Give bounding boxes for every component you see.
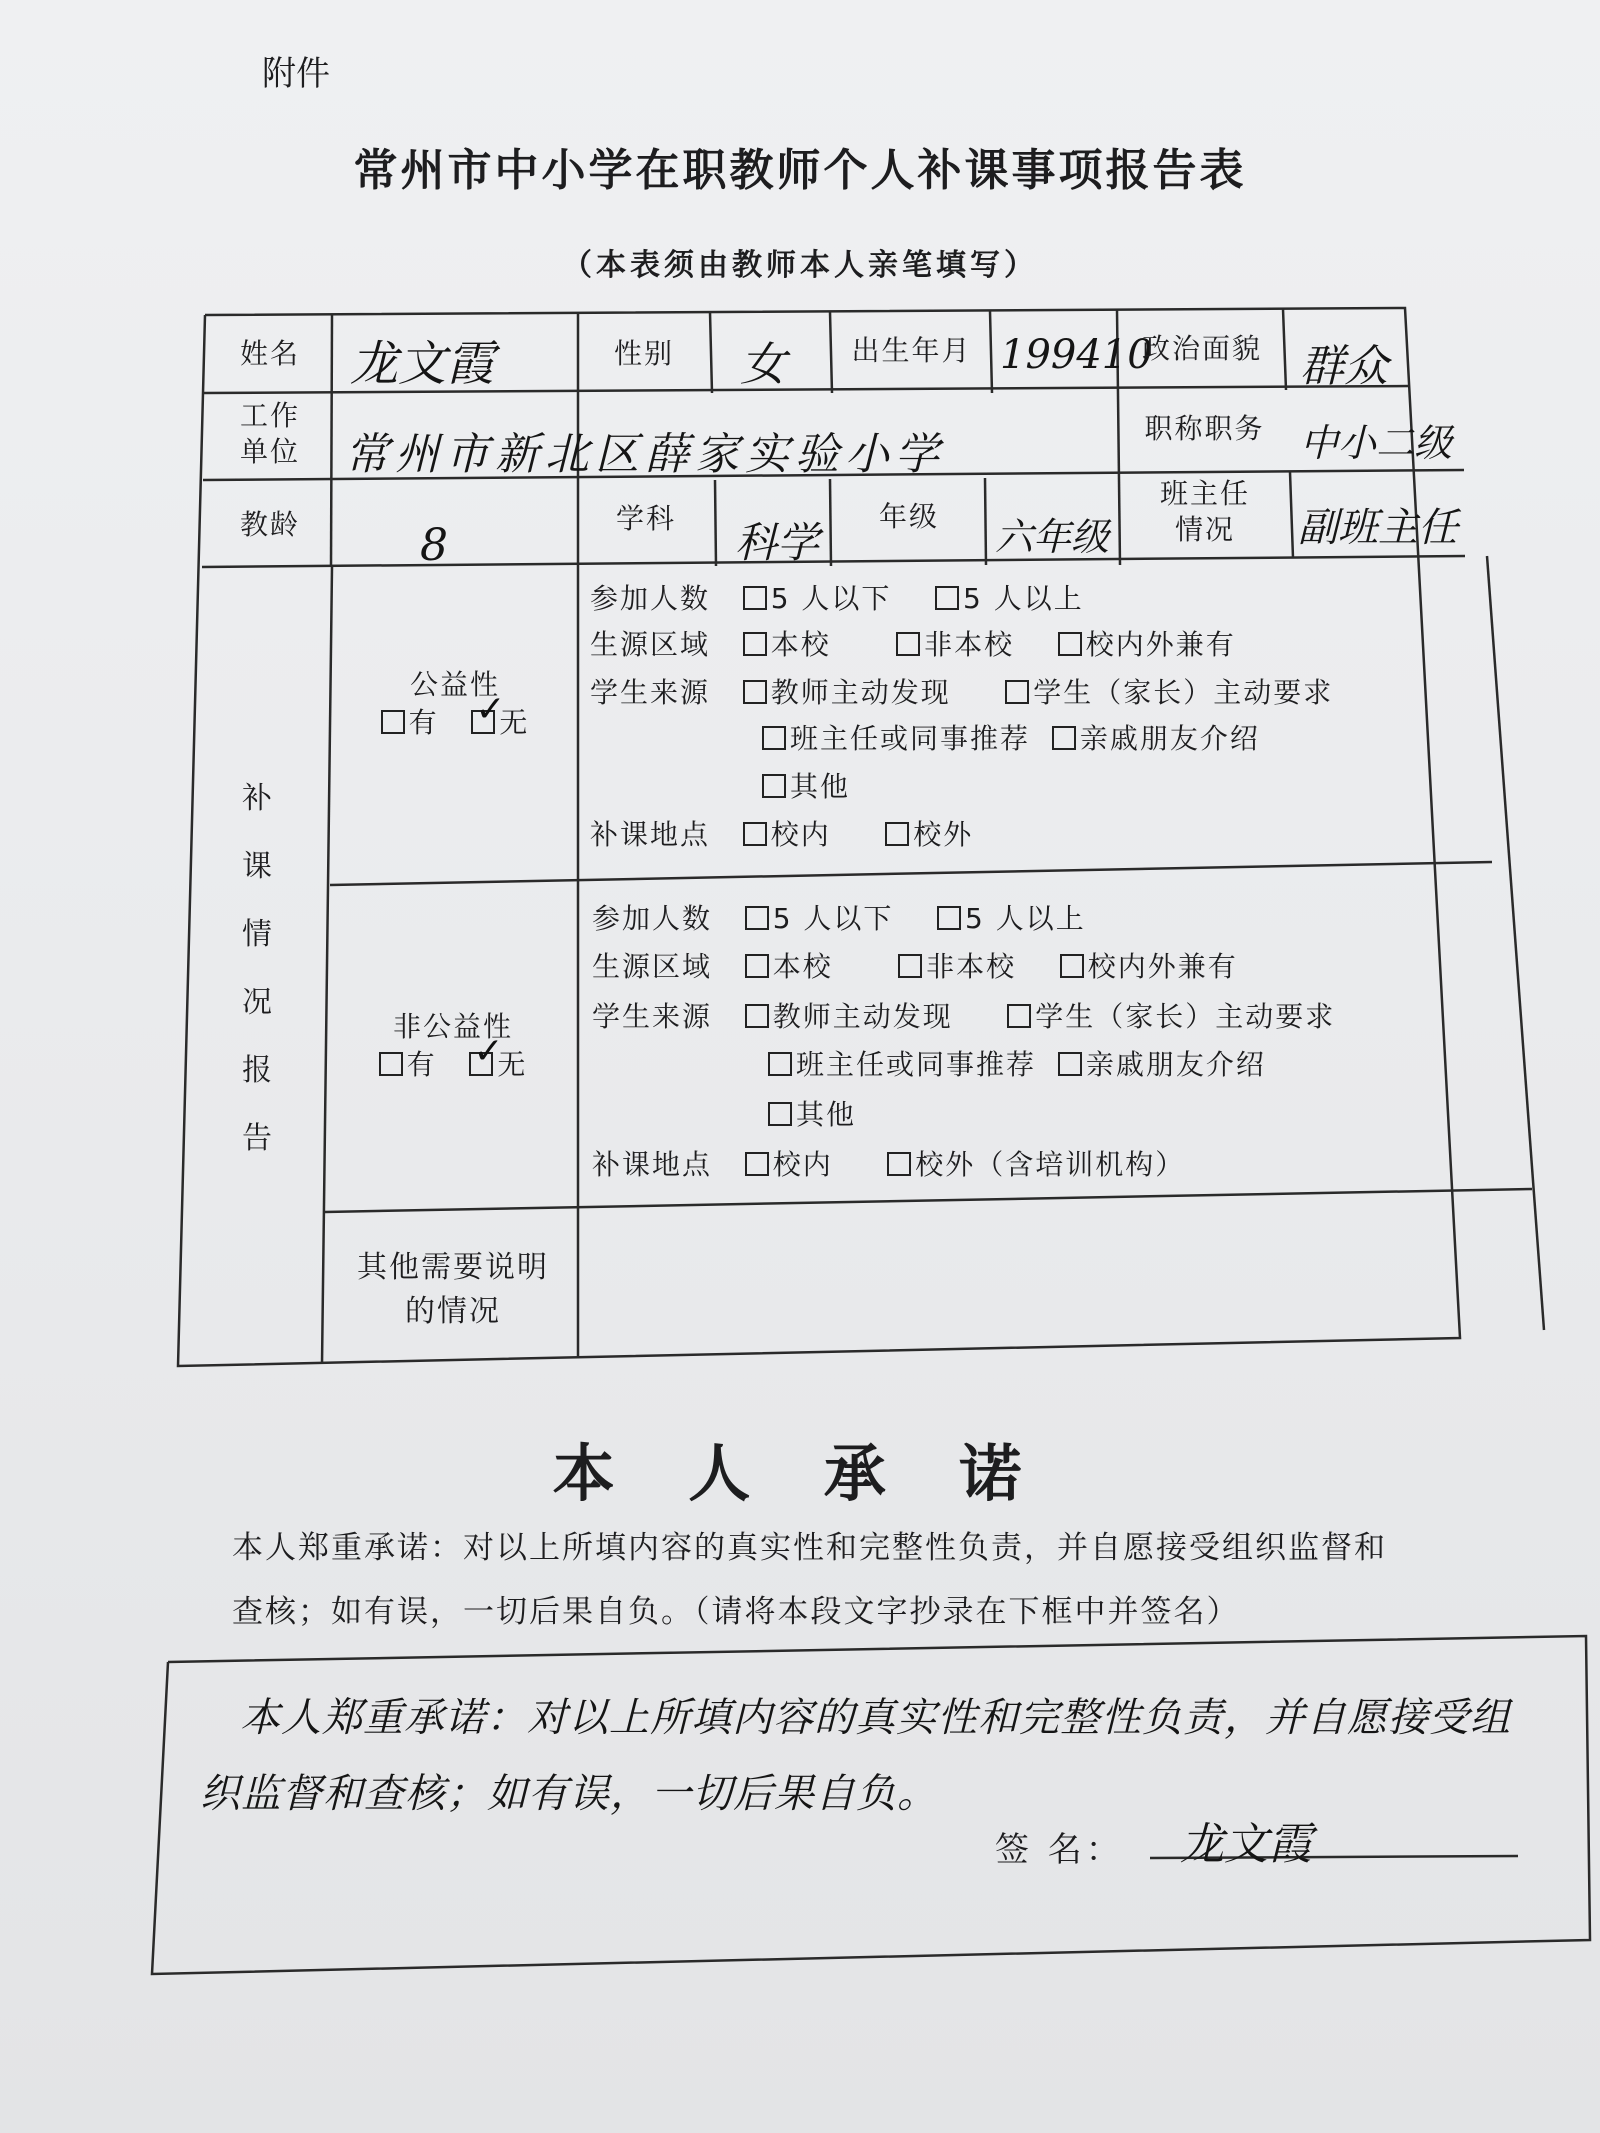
section-char-2: 课: [242, 849, 272, 884]
public-location-label: 补课地点: [590, 818, 711, 851]
birth-value: 199410: [1000, 332, 1153, 378]
public-location-option-1: 校内: [770, 818, 831, 851]
other-notes-label-line-1: 其他需要说明: [357, 1250, 549, 1285]
head-teacher-label-line-2: 情况: [1174, 513, 1235, 546]
subject-value: 科学: [735, 518, 820, 567]
teaching-years-value: 8: [420, 520, 448, 571]
public-origin-label: 生源区域: [590, 628, 711, 661]
nonpublic-origin-option-3: 校内外兼有: [1087, 950, 1238, 983]
public-participants-option-1: 5 人以下: [770, 582, 892, 615]
nonpublic-origin-option-2: 非本校: [926, 950, 1017, 983]
public-no-label: 无: [499, 706, 530, 739]
public-yes-label: 有: [408, 706, 439, 739]
grade-label: 年级: [878, 500, 939, 533]
nonpublic-participants-option-1: 5 人以下: [772, 902, 894, 935]
public-source-option-1: 教师主动发现: [770, 676, 951, 709]
handwritten-pledge-line-1: 本人郑重承诺：对以上所填内容的真实性和完整性负责，并自愿接受组: [240, 1695, 1511, 1741]
section-char-4: 况: [242, 985, 272, 1020]
public-origin-option-3: 校内外兼有: [1085, 628, 1236, 661]
nonpublic-location-option-1: 校内: [772, 1148, 833, 1181]
public-source-option-2: 学生（家长）主动要求: [1033, 676, 1334, 709]
signature-label: 签 名：: [995, 1830, 1124, 1870]
public-label-text: 公益性: [409, 668, 500, 701]
name-label: 姓名: [239, 337, 300, 370]
nonpublic-no-label: 无: [497, 1048, 528, 1081]
birth-label: 出生年月: [851, 334, 972, 367]
section-char-5: 报: [242, 1053, 272, 1088]
title-value: 中小二级: [1300, 421, 1453, 465]
nonpublic-source-option-2: 学生（家长）主动要求: [1035, 1000, 1336, 1033]
name-value: 龙文霞: [350, 336, 495, 392]
nonpublic-label-text: 非公益性: [392, 1010, 513, 1043]
nonpublic-location-label: 补课地点: [592, 1148, 713, 1181]
gender-label: 性别: [613, 337, 674, 370]
public-participants-label: 参加人数: [590, 582, 711, 615]
unit-label-line-1: 工作: [239, 399, 300, 432]
form-subtitle: （本表须由教师本人亲笔填写）: [562, 248, 1038, 283]
political-value: 群众: [1300, 341, 1388, 392]
nonpublic-origin-option-1: 本校: [772, 950, 833, 983]
public-location-option-2: 校外: [913, 818, 974, 851]
pledge-text-line-2: 查核；如有误，一切后果自负。（请将本段文字抄录在下框中并签名）: [232, 1594, 1240, 1630]
nonpublic-origin-label: 生源区域: [592, 950, 713, 983]
subject-label: 学科: [615, 502, 676, 535]
nonpublic-source-option-3: 班主任或同事推荐: [796, 1048, 1037, 1081]
nonpublic-participants-label: 参加人数: [592, 902, 713, 935]
unit-label-line-2: 单位: [239, 435, 300, 468]
nonpublic-source-label: 学生来源: [592, 1000, 713, 1033]
political-label: 政治面貌: [1141, 332, 1262, 365]
grade-value: 六年级: [995, 515, 1110, 559]
pledge-title: 本 人 承 诺: [552, 1437, 1048, 1510]
public-source-label: 学生来源: [590, 676, 711, 709]
public-source-option-3: 班主任或同事推荐: [790, 722, 1031, 755]
attachment-label: 附件: [262, 54, 330, 94]
signature-value: 龙文霞: [1180, 1819, 1312, 1870]
nonpublic-participants-option-2: 5 人以上: [965, 902, 1086, 935]
nonpublic-yes-label: 有: [406, 1048, 437, 1081]
teaching-years-label: 教龄: [239, 508, 300, 541]
public-participants-option-2: 5 人以上: [963, 582, 1084, 615]
nonpublic-source-option-5: 其他: [796, 1098, 857, 1131]
head-teacher-value: 副班主任: [1298, 505, 1458, 551]
section-char-3: 情: [242, 917, 272, 952]
public-origin-option-2: 非本校: [924, 628, 1015, 661]
public-source-option-5: 其他: [790, 770, 851, 803]
unit-value: 常州市新北区薛家实验小学: [345, 429, 945, 480]
handwritten-pledge-line-2: 织监督和查核；如有误，一切后果自负。: [200, 1771, 938, 1817]
pledge-text-line-1: 本人郑重承诺：对以上所填内容的真实性和完整性负责，并自愿接受组织监督和: [232, 1530, 1387, 1566]
section-char-1: 补: [242, 781, 272, 816]
head-teacher-label-line-1: 班主任: [1159, 477, 1250, 510]
section-char-6: 告: [242, 1121, 272, 1156]
form-title: 常州市中小学在职教师个人补课事项报告表: [353, 145, 1247, 196]
title-label: 职称职务: [1144, 412, 1265, 445]
gender-value: 女: [740, 337, 786, 391]
public-origin-option-1: 本校: [770, 628, 831, 661]
nonpublic-location-option-2: 校外（含培训机构）: [915, 1148, 1186, 1181]
nonpublic-source-option-1: 教师主动发现: [772, 1000, 953, 1033]
public-source-option-4: 亲戚朋友介绍: [1079, 722, 1260, 755]
other-notes-label-line-2: 的情况: [405, 1294, 501, 1329]
nonpublic-source-option-4: 亲戚朋友介绍: [1085, 1048, 1266, 1081]
